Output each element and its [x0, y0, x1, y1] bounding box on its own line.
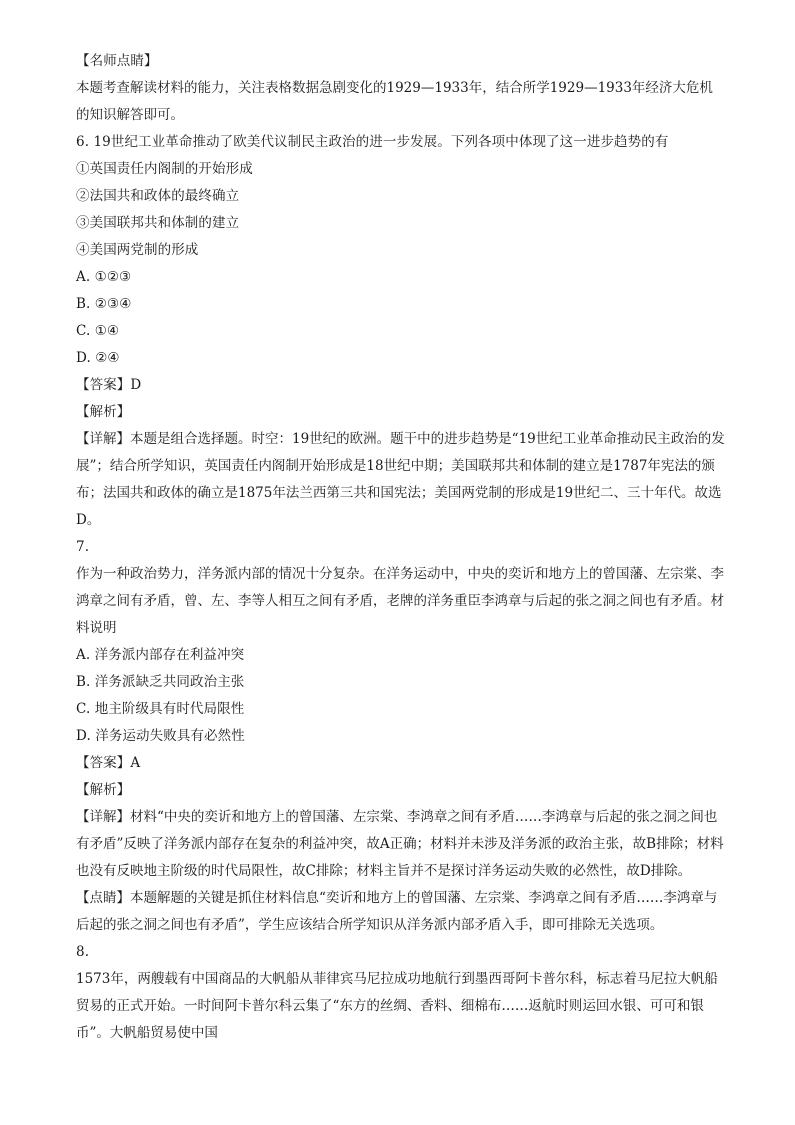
q8-stem: 1573年，两艘载有中国商品的大帆船从菲律宾马尼拉成功地航行到墨西哥阿卡普尔科，标志着马尼拉大帆船贸易的正式开始。一时间阿卡普尔科云集了“东方的丝绸、香料、细棉布……返航时则运回水银、可可和银币”。大帆船贸易使中国: [76, 971, 718, 1041]
q6-item-4: ④美国两党制的形成: [76, 242, 199, 258]
q7-option-c: C. 地主阶级具有时代局限性: [76, 701, 245, 717]
q6-option-a: A. ①②③: [76, 269, 132, 285]
q6-option-d: D. ②④: [76, 350, 120, 366]
q6-detail: 【详解】本题是组合选择题。时空：19世纪的欧洲。题干中的进步趋势是“19世纪工业革命推动民主政治的发展”；结合所学知识，英国责任内阁制开始形成是18世纪中期；美国联邦共和体制的建立是1787年宪法的颁布；法国共和政体的确立是1875年法兰西第三共和国宪法；美国两党制的形成是19世纪二、三十年代。故选D。: [76, 431, 725, 528]
mingshi-text: 本题考查解读材料的能力，关注表格数据急剧变化的1929—1933年，结合所学1929—1933年经济大危机的知识解答即可。: [76, 80, 713, 123]
q7-jiexi: 【解析】: [76, 782, 131, 798]
q7-answer: 【答案】A: [76, 755, 141, 771]
q6-jiexi: 【解析】: [76, 404, 131, 420]
q6-stem: 6. 19世纪工业革命推动了欧美代议制民主政治的进一步发展。下列各项中体现了这一进步趋势的有: [76, 134, 669, 150]
q8-number: 8.: [76, 944, 90, 960]
q6-answer: 【答案】D: [76, 377, 142, 393]
mingshi-tag: 【名师点睛】: [76, 53, 158, 69]
q6-item-3: ③美国联邦共和体制的建立: [76, 215, 240, 231]
document-content: [76, 48, 726, 1047]
q6-item-2: ②法国共和政体的最终确立: [76, 188, 240, 204]
q7-option-a: A. 洋务派内部存在利益冲突: [76, 647, 245, 663]
q6-item-1: ①英国责任内阁制的开始形成: [76, 161, 253, 177]
q6-option-c: C. ①④: [76, 323, 120, 339]
q7-number: 7.: [76, 539, 90, 555]
q7-dianjing: 【点睛】本题解题的关键是抓住材料信息“奕䜣和地方上的曾国藩、左宗棠、李鸿章之间有矛盾……李鸿章与后起的张之洞之间也有矛盾”，学生应该结合所学知识从洋务派内部矛盾入手，即可排除无关选项。: [76, 890, 718, 933]
q7-option-b: B. 洋务派缺乏共同政治主张: [76, 674, 245, 690]
q7-option-d: D. 洋务运动失败具有必然性: [76, 728, 245, 744]
q6-option-b: B. ②③④: [76, 296, 132, 312]
q7-detail: 【详解】材料“中央的奕䜣和地方上的曾国藩、左宗棠、李鸿章之间有矛盾……李鸿章与后起的张之洞之间也有矛盾”反映了洋务派内部存在复杂的利益冲突，故A正确；材料并未涉及洋务派的政治主张，故B排除；材料也没有反映地主阶级的时代局限性，故C排除；材料主旨并不是探讨洋务运动失败的必然性，故D排除。: [76, 809, 724, 879]
q7-stem: 作为一种政治势力，洋务派内部的情况十分复杂。在洋务运动中，中央的奕䜣和地方上的曾国藩、左宗棠、李鸿章之间有矛盾，曾、左、李等人相互之间有矛盾，老牌的洋务重臣李鸿章与后起的张之洞之间也有矛盾。材料说明: [76, 566, 724, 636]
